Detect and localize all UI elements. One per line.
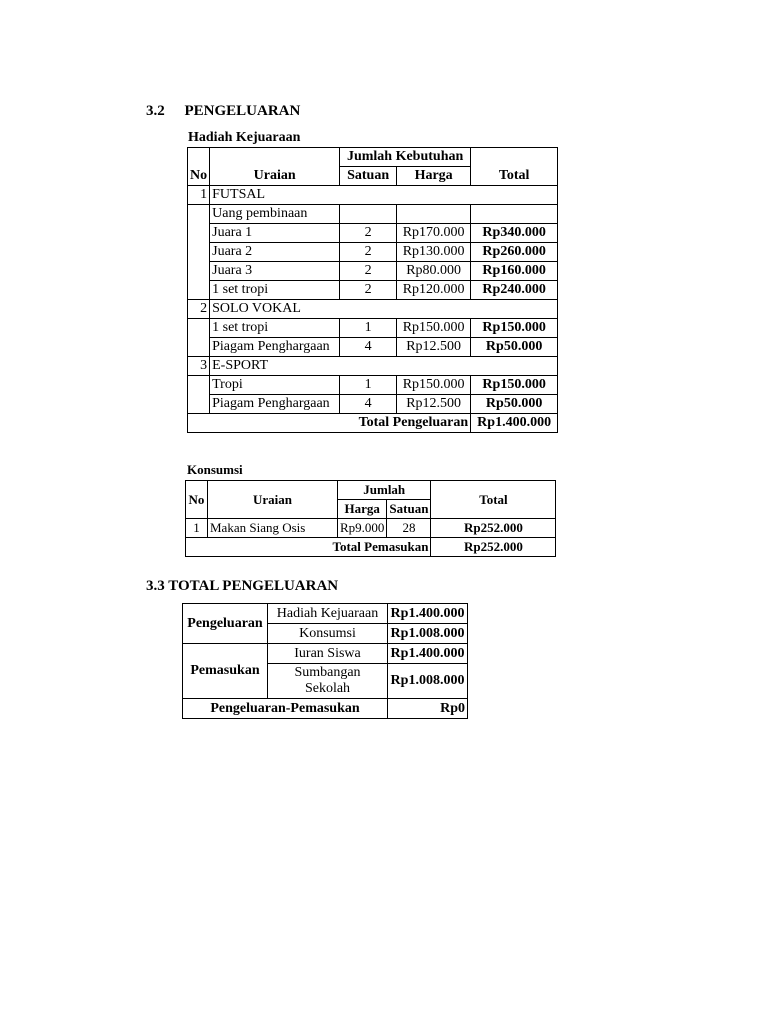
cell-no: [188, 205, 210, 224]
col-harga: Harga: [397, 167, 471, 186]
table-row: [188, 376, 558, 395]
col-uraian: Uraian: [210, 148, 340, 186]
konsumsi-title: Konsumsi: [187, 462, 243, 477]
cell-uraian: Juara 3: [210, 262, 340, 281]
cell-no: [188, 338, 210, 357]
cell-harga: Rp80.000: [397, 262, 471, 281]
col-no: No: [188, 148, 210, 186]
cell-uraian: FUTSAL: [210, 186, 558, 205]
konsumsi-table: [185, 480, 556, 557]
total-pengeluaran-label: Total Pengeluaran: [188, 414, 471, 433]
total-pemasukan-label: Total Pemasukan: [186, 538, 431, 557]
cell-satuan: 28: [387, 519, 431, 538]
cell-harga: Rp9.000: [338, 519, 387, 538]
cell-total: [471, 205, 558, 224]
cell-total: Rp240.000: [471, 281, 558, 300]
cell-uraian: Tropi: [210, 376, 340, 395]
total-pengeluaran-value: Rp1.400.000: [471, 414, 558, 433]
hadiah-kejuaraan-value: Rp1.400.000: [388, 604, 468, 624]
cell-total: Rp340.000: [471, 224, 558, 243]
hadiah-title: Hadiah Kejuaraan: [188, 130, 301, 145]
summary-table: [182, 603, 468, 719]
cell-total: Rp150.000: [471, 319, 558, 338]
cell-total: Rp50.000: [471, 338, 558, 357]
cell-total: Rp50.000: [471, 395, 558, 414]
cell-harga: Rp170.000: [397, 224, 471, 243]
konsumsi-value: Rp1.008.000: [388, 624, 468, 644]
col-no: No: [186, 481, 208, 519]
col-uraian: Uraian: [208, 481, 338, 519]
cell-satuan: 4: [340, 395, 397, 414]
cell-uraian: SOLO VOKAL: [210, 300, 558, 319]
cell-uraian: 1 set tropi: [210, 281, 340, 300]
cell-satuan: 2: [340, 262, 397, 281]
cell-total: Rp260.000: [471, 243, 558, 262]
sumbangan-sekolah-label: [268, 664, 388, 699]
table-row: [188, 319, 558, 338]
sumbangan-sekolah-value: Rp1.008.000: [388, 664, 468, 699]
cell-no: [188, 224, 210, 243]
col-jumlah-kebutuhan: Jumlah Kebutuhan: [340, 148, 471, 167]
cell-harga: Rp150.000: [397, 376, 471, 395]
table-row: [188, 357, 558, 376]
table-footer-row: [188, 414, 558, 433]
cell-satuan: 1: [340, 376, 397, 395]
total-pemasukan-value: Rp252.000: [431, 538, 556, 557]
cell-harga: Rp120.000: [397, 281, 471, 300]
pengeluaran-label: Pengeluaran: [183, 604, 268, 644]
cell-satuan: 2: [340, 243, 397, 262]
cell-harga: [397, 205, 471, 224]
cell-no: [188, 281, 210, 300]
cell-satuan: 1: [340, 319, 397, 338]
cell-uraian: Juara 2: [210, 243, 340, 262]
cell-no: 3: [188, 357, 210, 376]
hadiah-table: [187, 147, 558, 433]
cell-uraian: 1 set tropi: [210, 319, 340, 338]
cell-satuan: [340, 205, 397, 224]
sumbangan-line-1: Sumbangan: [294, 665, 361, 680]
cell-harga: Rp130.000: [397, 243, 471, 262]
iuran-siswa-label: Iuran Siswa: [268, 644, 388, 664]
sumbangan-line-2: Sekolah: [304, 681, 351, 696]
table-row: [186, 519, 556, 538]
cell-uraian: E-SPORT: [210, 357, 558, 376]
cell-no: [188, 243, 210, 262]
col-total: Total: [471, 148, 558, 186]
cell-uraian: Piagam Penghargaan: [210, 338, 340, 357]
table-row: [188, 262, 558, 281]
section-title: PENGELUARAN: [184, 103, 301, 119]
cell-uraian: Juara 1: [210, 224, 340, 243]
table-row: [188, 186, 558, 205]
table-row: [188, 338, 558, 357]
cell-uraian: Uang pembinaan: [210, 205, 340, 224]
cell-satuan: 2: [340, 281, 397, 300]
table-row: [188, 395, 558, 414]
cell-no: 1: [186, 519, 208, 538]
table-row: [188, 281, 558, 300]
pemasukan-label: Pemasukan: [183, 644, 268, 699]
col-satuan: Satuan: [387, 500, 431, 519]
col-harga: Harga: [338, 500, 387, 519]
cell-harga: Rp12.500: [397, 338, 471, 357]
cell-uraian: Piagam Penghargaan: [210, 395, 340, 414]
hadiah-kejuaraan-label: Hadiah Kejuaraan: [268, 604, 388, 624]
table-row: [188, 300, 558, 319]
table-row: [188, 243, 558, 262]
col-jumlah: Jumlah: [338, 481, 431, 500]
cell-no: [188, 319, 210, 338]
cell-no: [188, 376, 210, 395]
cell-satuan: 4: [340, 338, 397, 357]
cell-harga: Rp12.500: [397, 395, 471, 414]
cell-satuan: 2: [340, 224, 397, 243]
selisih-value: Rp0: [388, 699, 468, 719]
cell-no: [188, 262, 210, 281]
cell-uraian: Makan Siang Osis: [208, 519, 338, 538]
cell-no: 1: [188, 186, 210, 205]
cell-total: Rp252.000: [431, 519, 556, 538]
col-total: Total: [431, 481, 556, 519]
section-heading-3-2: [146, 103, 300, 120]
section-number: 3.2: [146, 103, 165, 119]
cell-harga: Rp150.000: [397, 319, 471, 338]
cell-no: 2: [188, 300, 210, 319]
cell-no: [188, 395, 210, 414]
selisih-label: Pengeluaran-Pemasukan: [183, 699, 388, 719]
cell-total: Rp160.000: [471, 262, 558, 281]
table-row: [188, 205, 558, 224]
col-satuan: Satuan: [340, 167, 397, 186]
iuran-siswa-value: Rp1.400.000: [388, 644, 468, 664]
table-footer-row: [186, 538, 556, 557]
cell-total: Rp150.000: [471, 376, 558, 395]
section-heading-3-3: 3.3 TOTAL PENGELUARAN: [146, 578, 339, 594]
konsumsi-label: Konsumsi: [268, 624, 388, 644]
table-row: [188, 224, 558, 243]
